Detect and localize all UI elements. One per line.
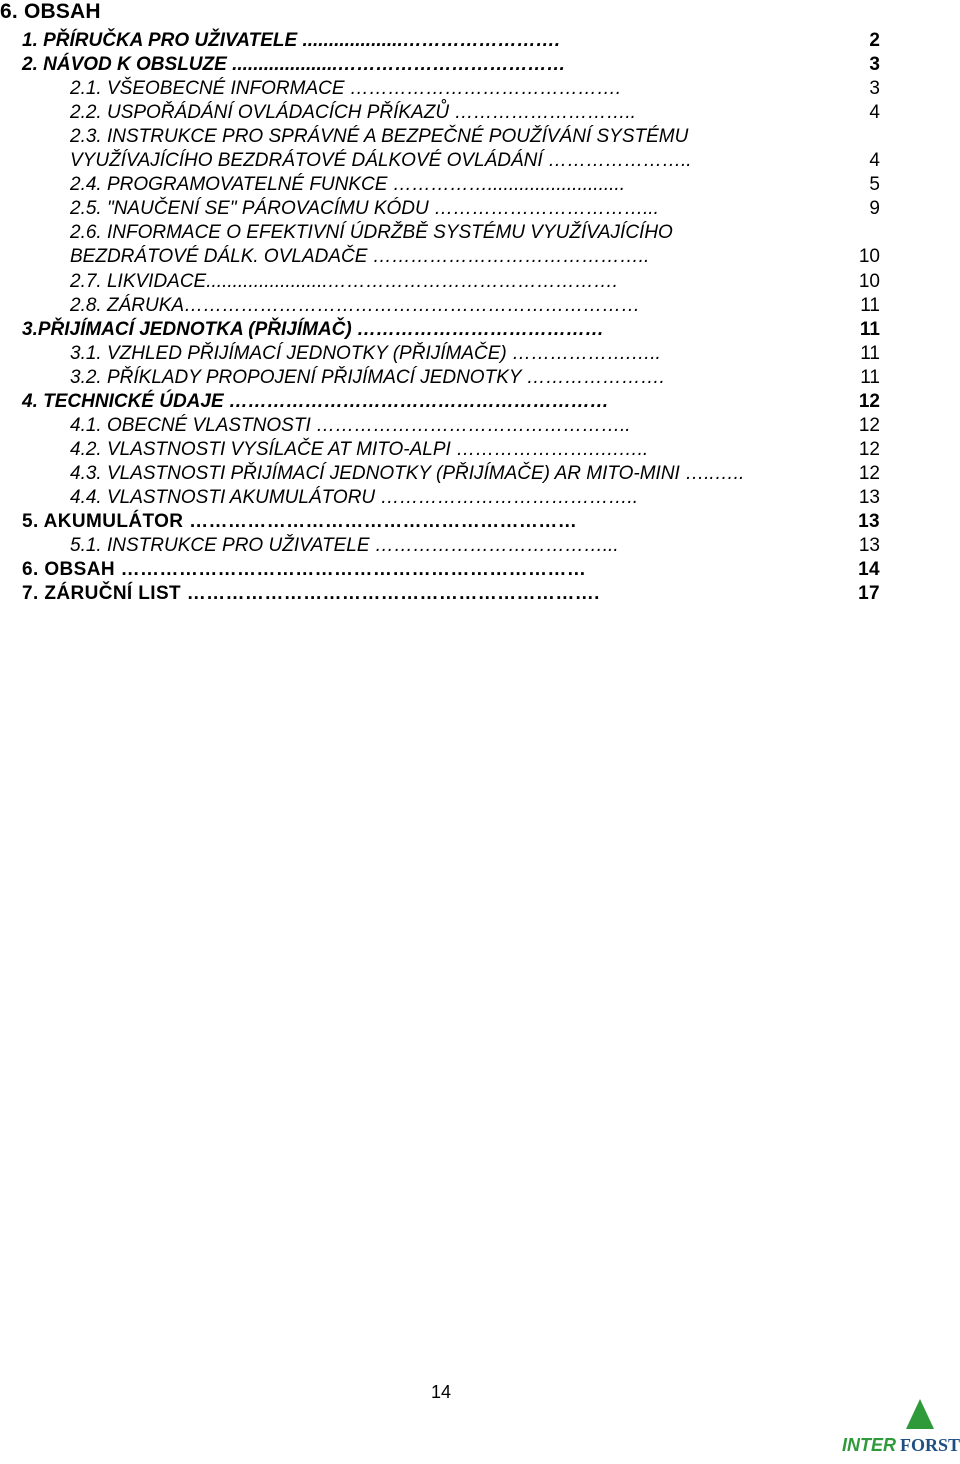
toc-page-number: 12 [858,415,880,436]
toc-entry: 2.8. ZÁRUKA……………………………………………………………… [70,295,641,316]
toc-page-number: 12 [858,463,880,484]
toc-entry: 2.4. PROGRAMOVATELNÉ FUNKCE …………….......................... [70,174,625,195]
toc-entry: 7. ZÁRUČNÍ LIST ………………………………………………………. [22,583,600,604]
toc-page-number: 4 [869,150,880,171]
toc-entry: 1. PŘÍRUČKA PRO UŽIVATELE ...................……………………. [22,30,561,51]
logo-triangle-icon [906,1399,934,1429]
toc-page-number: 2 [869,30,880,51]
toc-page-number: 4 [869,102,880,123]
toc-entry: 3.PŘIJÍMACÍ JEDNOTKA (PŘIJÍMAČ) ………………………………… [22,319,604,340]
toc-page-number: 9 [869,198,880,219]
toc-page-number: 11 [860,367,880,388]
toc-page-number: 5 [869,174,880,195]
toc-page-number: 13 [858,511,880,532]
toc-entry: 4.1. OBECNÉ VLASTNOSTI ………………………………………….. [70,415,631,436]
toc-entry: 4. TECHNICKÉ ÚDAJE …………………………………………………… [22,391,609,412]
toc-page-number: 11 [860,343,880,364]
toc-page-number: 17 [858,583,880,604]
toc-page-number: 3 [869,54,880,75]
section-heading: 6. OBSAH [0,0,101,23]
toc-entry: 6. OBSAH ……………………………………………………………… [22,559,587,580]
toc-page-number: 11 [860,295,880,316]
toc-page-number: 3 [869,78,880,99]
toc-entry: 5.1. INSTRUKCE PRO UŽIVATELE ………………………………... [70,535,619,556]
logo-text-inter: INTER [842,1435,896,1455]
toc-entry: 2.7. LIKVIDACE.......................………………………………………. [70,271,618,292]
toc-page-number: 13 [858,487,880,508]
toc-entry: 2.5. "NAUČENÍ SE" PÁROVACÍMU KÓDU ……………………………... [70,198,659,219]
toc-entry: 4.3. VLASTNOSTI PŘIJÍMACÍ JEDNOTKY (PŘIJÍMAČE) AR MITO-MINI …..….. [70,463,745,484]
toc-page-number: 10 [858,246,880,267]
logo-text-forst: FORST [900,1435,960,1455]
toc-entry: VYUŽÍVAJÍCÍHO BEZDRÁTOVÉ DÁLKOVÉ OVLÁDÁNÍ ………………….. [70,150,692,171]
toc-page-number: 11 [859,319,880,340]
toc-entry: BEZDRÁTOVÉ DÁLK. OVLADAČE …………………………………….. [70,246,650,267]
toc-entry: 2. NÁVOD K OBSLUZE ....................……………………………… [22,54,566,75]
toc-entry: 2.3. INSTRUKCE PRO SPRÁVNÉ A BEZPEČNÉ POUŽÍVÁNÍ SYSTÉMU [70,126,689,147]
toc-page-number: 10 [858,271,880,292]
toc-entry: 4.4. VLASTNOSTI AKUMULÁTORU ………………………………….. [70,487,638,508]
toc-page-number: 12 [858,439,880,460]
toc-page-number: 12 [858,391,880,412]
toc-page-number: 13 [858,535,880,556]
toc-entry: 3.1. VZHLED PŘIJÍMACÍ JEDNOTKY (PŘIJÍMAČE) ……………….….. [70,343,661,364]
page-number: 14 [430,1382,452,1402]
toc-entry: 4.2. VLASTNOSTI VYSÍLAČE AT MITO-ALPI ………………….….….. [70,439,649,460]
interforst-logo [838,1393,960,1455]
toc-entry: 5. AKUMULÁTOR …………………………………………………… [22,511,578,532]
toc-entry: 3.2. PŘÍKLADY PROPOJENÍ PŘIJÍMACÍ JEDNOTKY …………………. [70,367,665,388]
toc-entry: 2.6. INFORMACE O EFEKTIVNÍ ÚDRŽBĚ SYSTÉMU VYUŽÍVAJÍCÍHO [70,222,673,243]
toc-entry: 2.2. USPOŘÁDÁNÍ OVLÁDACÍCH PŘÍKAZŮ ……………………….. [70,102,636,123]
toc-entry: 2.1. VŠEOBECNÉ INFORMACE ……………………………………. [70,78,622,99]
toc-page-number: 14 [858,559,880,580]
